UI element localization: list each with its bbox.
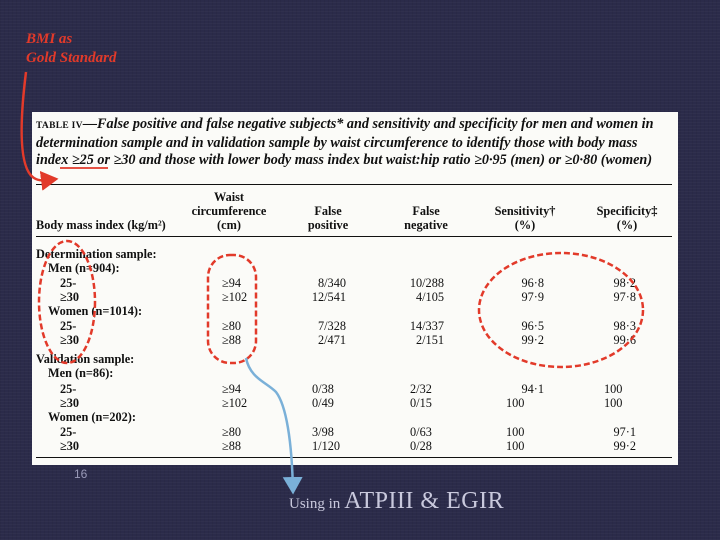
- gold-standard-annotation: [26, 30, 116, 68]
- footer-prefix: Using in: [289, 496, 341, 512]
- row-false-negative: 0/63: [410, 425, 432, 439]
- row-waist: ≥80: [222, 425, 242, 439]
- row-sensitivity: 100: [506, 425, 525, 439]
- row-specificity: 98·3: [613, 319, 636, 333]
- section-det-women: Women (n=1014):: [48, 304, 143, 318]
- row-false-positive: 1/120: [312, 439, 341, 453]
- row-specificity: 99·2: [613, 439, 636, 453]
- header-fn-2: negative: [404, 218, 448, 232]
- row-specificity: 97·8: [613, 290, 636, 304]
- row-sensitivity: 100: [506, 439, 525, 453]
- header-bmi: Body mass index (kg/m²): [36, 218, 166, 232]
- row-sensitivity: 96·5: [521, 319, 544, 333]
- row-bmi: 25-: [60, 276, 77, 290]
- table-top-rule: [36, 184, 672, 185]
- row-false-positive: 12/541: [311, 290, 346, 304]
- row-waist: ≥88: [222, 333, 242, 347]
- row-bmi: ≥30: [60, 333, 80, 347]
- header-waist-2: circumference: [191, 204, 267, 218]
- row-false-positive: 7/328: [317, 319, 346, 333]
- row-bmi: ≥30: [60, 290, 80, 304]
- row-bmi: 25-: [60, 319, 77, 333]
- row-false-negative: 2/151: [415, 333, 444, 347]
- row-specificity: 98·2: [613, 276, 636, 290]
- annotation-line-1: BMI as: [26, 31, 73, 47]
- row-false-positive: 3/98: [312, 425, 334, 439]
- header-waist-1: Waist: [213, 190, 245, 204]
- row-waist: ≥102: [222, 290, 248, 304]
- table-bottom-rule: [36, 457, 672, 458]
- annotation-line-2: Gold Standard: [26, 50, 117, 66]
- footer-note: [289, 488, 504, 515]
- row-waist: ≥94: [222, 382, 242, 396]
- row-waist: ≥102: [222, 396, 248, 410]
- header-spec-1: Specificity‡: [596, 204, 658, 218]
- row-specificity: 100: [604, 382, 623, 396]
- row-false-negative: 0/15: [410, 396, 432, 410]
- slide-number: 16: [74, 467, 88, 481]
- row-false-positive: 0/38: [312, 382, 334, 396]
- row-bmi: 25-: [60, 425, 77, 439]
- header-fp-1: False: [314, 204, 342, 218]
- header-fn-1: False: [412, 204, 440, 218]
- section-val-men: Men (n=86):: [48, 366, 114, 380]
- row-sensitivity: 100: [506, 396, 525, 410]
- row-specificity: 100: [604, 396, 623, 410]
- header-sens-2: (%): [514, 218, 536, 232]
- section-val-women: Women (n=202):: [48, 410, 136, 424]
- row-false-negative: 4/105: [415, 290, 444, 304]
- row-specificity: 99·6: [613, 333, 636, 347]
- table-header-rule: [36, 236, 672, 237]
- row-false-positive: 2/471: [317, 333, 346, 347]
- row-bmi: ≥30: [60, 396, 80, 410]
- row-false-negative: 10/288: [409, 276, 444, 290]
- row-waist: ≥94: [222, 276, 242, 290]
- row-sensitivity: 99·2: [521, 333, 544, 347]
- section-determination: Determination sample:: [36, 247, 157, 261]
- row-false-negative: 2/32: [410, 382, 432, 396]
- row-false-positive: 8/340: [317, 276, 346, 290]
- header-waist-3: (cm): [217, 218, 241, 232]
- row-waist: ≥80: [222, 319, 242, 333]
- table-caption-text: —False positive and false negative subjects* and sensitivity and specificity for men and women in determination sample and in validation sample by waist circumference to identify those with body mass index ≥25 or ≥30 and those with lower body mass index but waist:hip ratio ≥0·95 (men) or ≥0·80 (women): [36, 116, 654, 168]
- row-sensitivity: 97·9: [521, 290, 544, 304]
- header-spec-2: (%): [616, 218, 638, 232]
- row-sensitivity: 94·1: [521, 382, 544, 396]
- scanned-table-image: [32, 112, 678, 465]
- row-false-positive: 0/49: [312, 396, 334, 410]
- header-sens-1: Sensitivity†: [494, 204, 556, 218]
- row-specificity: 97·1: [613, 425, 636, 439]
- row-false-negative: 14/337: [409, 319, 444, 333]
- table-caption-tag: TABLE IV: [36, 121, 83, 131]
- row-waist: ≥88: [222, 439, 242, 453]
- row-sensitivity: 96·8: [521, 276, 544, 290]
- row-false-negative: 0/28: [410, 439, 432, 453]
- section-det-men: Men (n=904):: [48, 261, 120, 275]
- table-caption: [36, 116, 672, 169]
- section-validation: Validation sample:: [36, 352, 135, 366]
- row-bmi: ≥30: [60, 439, 80, 453]
- footer-main: ATPIII & EGIR: [344, 488, 505, 514]
- header-fp-2: positive: [307, 218, 349, 232]
- row-bmi: 25-: [60, 382, 77, 396]
